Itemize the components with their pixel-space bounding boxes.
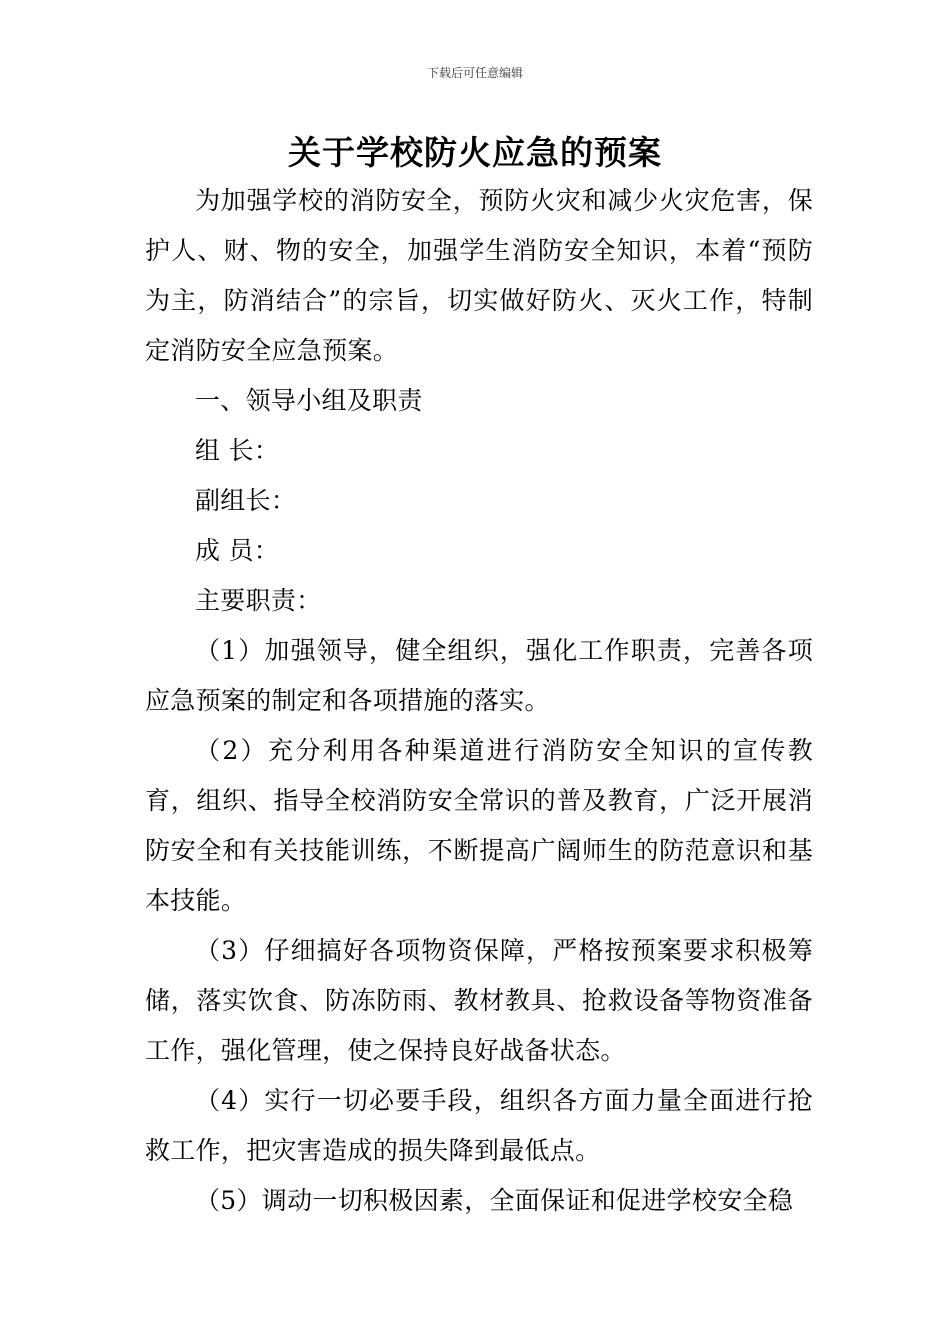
intro-paragraph: 为加强学校的消防安全，预防火灾和减少火灾危害，保护人、财、物的安全，加强学生消防安全知识，本着“预防为主，防消结合”的宗旨，切实做好防火、灭火工作，特制定消防安全应急预案。 [145,186,813,365]
role-leader-line: 组 长： [195,436,280,465]
document-body [145,176,813,1226]
duty-item-1: （1）加强领导，健全组织，强化工作职责，完善各项应急预案的制定和各项措施的落实。 [145,636,813,715]
duty-item-3: （3）仔细搞好各项物资保障，严格按预案要求积极筹储，落实饮食、防冻防雨、教材教具、抢救设备等物资准备工作，强化管理，使之保持良好战备状态。 [145,936,813,1065]
duty-item-5: （5）调动一切积极因素，全面保证和促进学校安全稳 [195,1186,794,1215]
section-heading-leadership: 一、领导小组及职责 [195,386,423,415]
duty-item-2: （2）充分利用各种渠道进行消防安全知识的宣传教育，组织、指导全校消防安全常识的普及教育，广泛开展消防安全和有关技能训练，不断提高广阔师生的防范意识和基本技能。 [145,736,813,915]
document-title: 关于学校防火应急的预案 [288,133,662,172]
duty-item-4: （4）实行一切必要手段，组织各方面力量全面进行抢救工作，把灾害造成的损失降到最低点。 [145,1086,813,1165]
main-duties-heading: 主要职责： [195,586,322,615]
role-deputy-leader-line: 副组长： [195,486,297,515]
page-header-note: 下载后可任意编辑 [426,66,523,80]
role-members-line: 成 员： [195,536,280,565]
